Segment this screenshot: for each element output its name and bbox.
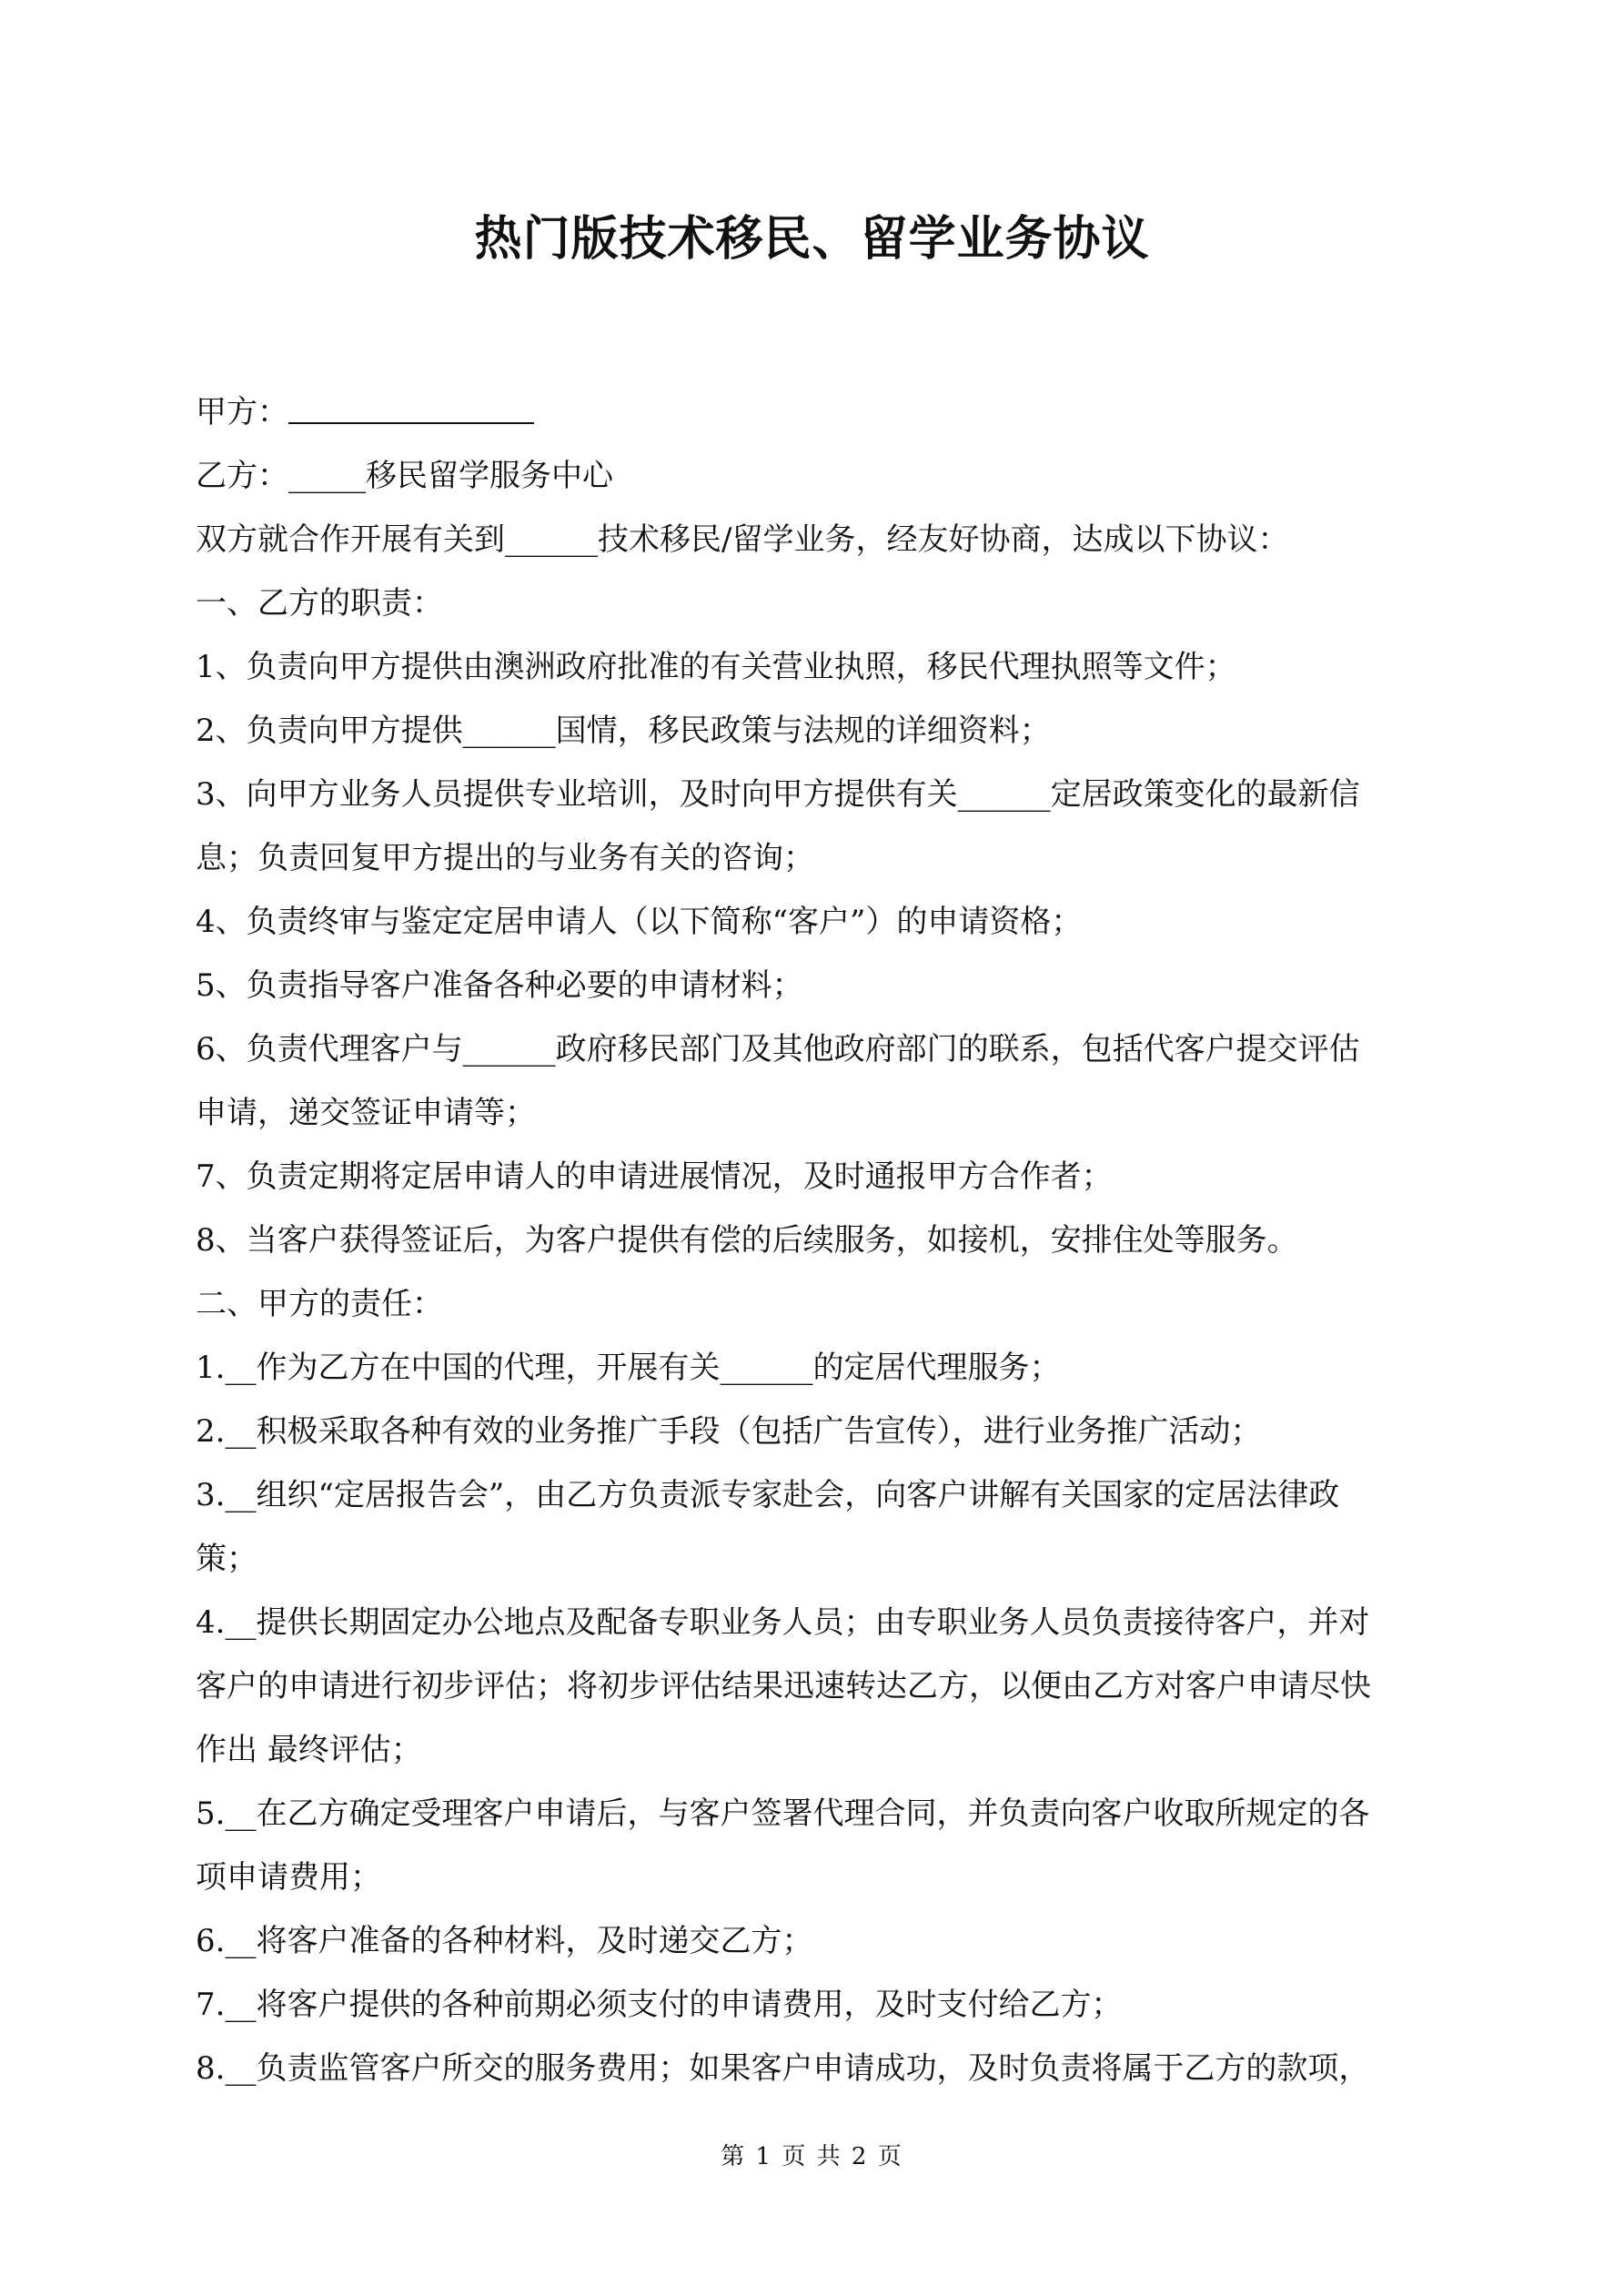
section2-line: 2.__积极采取各种有效的业务推广手段（包括广告宣传），进行业务推广活动； (196, 1413, 1262, 1450)
section1-line: 2、负责向甲方提供______国情，移民政策与法规的详细资料； (196, 713, 1051, 749)
document-title: 热门版技术移民、留学业务协议 (474, 212, 1150, 267)
section2-line: 客户的申请进行初步评估；将初步评估结果迅速转达乙方，以便由乙方对客户申请尽快 (196, 1668, 1371, 1704)
section2-line: 1.__作为乙方在中国的代理，开展有关______的定居代理服务； (196, 1350, 1061, 1386)
section2-line: 4.__提供长期固定办公地点及配备专职业务人员；由专职业务人员负责接待客户，并对 (196, 1604, 1370, 1641)
party-a-line (196, 380, 1447, 444)
section1-line: 7、负责定期将定居申请人的申请进展情况，及时通报甲方合作者； (196, 1158, 1113, 1195)
party-b-line: 乙方：_____移民留学服务中心 (196, 458, 613, 494)
section2-line: 作出 最终评估； (196, 1732, 422, 1768)
section1-heading: 一、乙方的职责： (196, 585, 443, 622)
document-body (196, 380, 1447, 2100)
section2-heading: 二、甲方的责任： (196, 1286, 443, 1322)
section2-line: 5.__在乙方确定受理客户申请后，与客户签署代理合同，并负责向客户收取所规定的各 (196, 1795, 1370, 1832)
section2-line: 7.__将客户提供的各种前期必须支付的申请费用，及时支付给乙方； (196, 1987, 1123, 2023)
section1-line: 申请，递交签证申请等； (196, 1095, 536, 1131)
section1-line: 4、负责终审与鉴定定居申请人（以下简称“客户”）的申请资格； (196, 904, 1083, 940)
section1-line: 息；负责回复甲方提出的与业务有关的咨询； (196, 840, 814, 876)
section2-line: 项申请费用； (196, 1859, 381, 1896)
section1-line: 8、当客户获得签证后，为客户提供有偿的后续服务，如接机，安排住处等服务。 (196, 1222, 1298, 1259)
page-footer: 第 1 页 共 2 页 (721, 2143, 903, 2170)
intro-line: 双方就合作开展有关到______技术移民/留学业务，经友好协商，达成以下协议： (196, 521, 1289, 558)
section2-line: 策； (196, 1541, 257, 1577)
section2-line: 3.__组织“定居报告会”，由乙方负责派专家赴会，向客户讲解有关国家的定居法律政 (196, 1477, 1340, 1513)
party-a-label: 甲方： (196, 394, 288, 430)
section2-line: 8.__负责监管客户所交的服务费用；如果客户申请成功，及时负责将属于乙方的款项， (196, 2050, 1370, 2087)
section1-line: 5、负责指导客户准备各种必要的申请材料； (196, 967, 803, 1004)
section1-line: 6、负责代理客户与______政府移民部门及其他政府部门的联系，包括代客户提交评估 (196, 1031, 1360, 1067)
section1-line: 1、负责向甲方提供由澳洲政府批准的有关营业执照，移民代理执照等文件； (196, 649, 1236, 685)
section1-line: 3、向甲方业务人员提供专业培训，及时向甲方提供有关______定居政策变化的最新信 (196, 776, 1360, 813)
section2-line: 6.__将客户准备的各种材料，及时递交乙方； (196, 1923, 813, 1959)
party-a-blank (288, 391, 534, 424)
